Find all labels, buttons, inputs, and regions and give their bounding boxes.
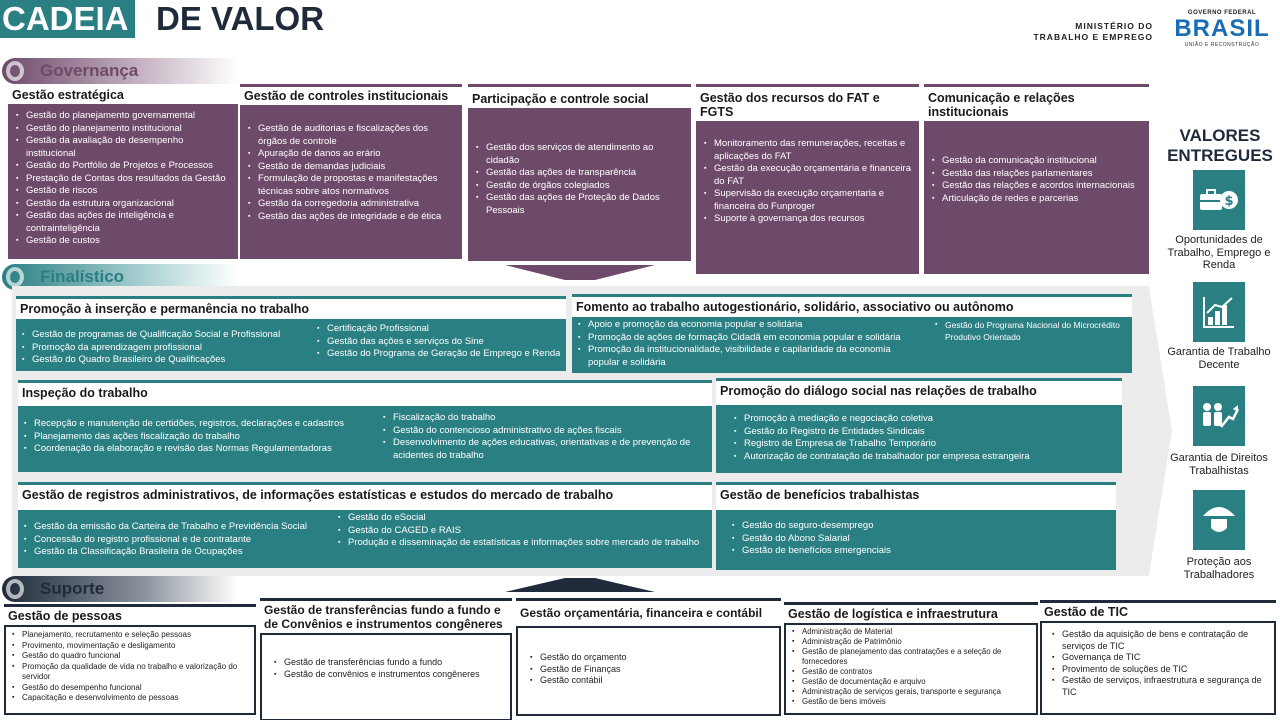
list-item: ▪ Gestão do Registro de Entidades Sindicais xyxy=(734,426,1116,439)
list-item: ▪ Gestão do planejamento institucional xyxy=(16,123,232,136)
list-item: ▪ Gestão de riscos xyxy=(16,185,232,198)
item-list xyxy=(274,657,504,680)
card-body xyxy=(716,405,1122,473)
list-item: ▪ Certificação Profissional xyxy=(317,323,560,336)
list-item: ▪ Promoção à mediação e negociação coletiva xyxy=(734,413,1116,426)
list-item: ▪ Gestão do eSocial xyxy=(338,512,706,525)
sup-card-pessoas xyxy=(4,604,256,718)
card-body xyxy=(18,406,712,472)
list-item: ▪ Apoio e promoção da economia popular e solidária xyxy=(578,319,923,332)
list-item: ▪ Gestão de custos xyxy=(16,235,232,248)
card-title: Promoção à inserção e permanência no trabalho xyxy=(16,296,566,319)
list-item: ▪ Capacitação e desenvolvimento de pessoas xyxy=(12,693,248,704)
valor-item-oportunidades xyxy=(1160,170,1280,272)
list-item: ▪ Gestão de bens imóveis xyxy=(792,697,1030,707)
list-item: ▪ Promoção da qualidade de vida no trabalho e valorização do servidor xyxy=(12,662,248,683)
item-list xyxy=(1052,629,1268,698)
card-title: Gestão de controles institucionais xyxy=(240,87,462,105)
item-list xyxy=(338,512,706,564)
gov-card-participacao xyxy=(468,84,691,260)
list-item: ▪ Recepção e manutenção de certidões, registros, declarações e cadastros xyxy=(24,418,369,431)
card-body xyxy=(8,104,238,259)
item-list xyxy=(317,323,560,367)
fin-card-registros xyxy=(18,482,712,568)
list-item: ▪ Gestão de planejamento das contratações e a seleção de fornecedores xyxy=(792,647,1030,667)
list-item: ▪ Gestão das relações e acordos internacionais xyxy=(932,180,1143,193)
card-body xyxy=(924,121,1149,274)
list-item: ▪ Gestão de contratos xyxy=(792,667,1030,677)
list-item: ▪ Planejamento, recrutamento e seleção pessoas xyxy=(12,630,248,641)
item-list xyxy=(476,142,685,217)
list-item: ▪ Promoção da institucionalidade, visibilidade e capilaridade da economia popular e solidária xyxy=(578,344,923,369)
list-item: ▪ Gestão da avaliação de desempenho institucional xyxy=(16,135,232,160)
card-body xyxy=(516,626,781,716)
card-body xyxy=(260,633,512,720)
card-title: Gestão de transferências fundo a fundo e de Convênios e instrumentos congêneres xyxy=(260,598,512,633)
sup-card-transferencias xyxy=(260,598,512,718)
list-item: ▪ Administração de Material xyxy=(792,627,1030,637)
gov-logo-word: BRASIL xyxy=(1174,15,1270,42)
section-label: Suporte xyxy=(40,579,105,598)
card-body xyxy=(1040,621,1276,715)
people-growth-icon xyxy=(1193,386,1245,446)
list-item: ▪ Gestão da aquisição de bens e contratação de serviços de TIC xyxy=(1052,629,1268,652)
up-arrow-icon xyxy=(505,578,655,592)
gov-logo-top: GOVERNO FEDERAL xyxy=(1187,10,1257,16)
gov-card-recursos xyxy=(696,84,919,260)
item-list xyxy=(24,512,324,564)
list-item: ▪ Desenvolvimento de ações educativas, orientativas e de prevenção de acidentes do trabalho xyxy=(383,437,706,462)
fin-card-insercao xyxy=(16,296,566,371)
card-title: Gestão dos recursos do FAT e FGTS xyxy=(696,87,919,121)
list-item: ▪ Apuração de danos ao erário xyxy=(248,148,456,161)
card-title: Gestão orçamentária, financeira e contábil xyxy=(516,598,781,626)
list-item: ▪ Planejamento das ações fiscalização do trabalho xyxy=(24,431,369,444)
list-item: ▪ Suporte à governança dos recursos xyxy=(704,213,913,226)
section-ring-icon xyxy=(6,61,24,81)
gov-card-estrategica xyxy=(8,86,238,260)
item-list xyxy=(704,138,913,226)
list-item: ▪ Gestão do contencioso administrativo de ações fiscais xyxy=(383,425,706,438)
list-item: ▪ Governança de TIC xyxy=(1052,652,1268,664)
list-item: ▪ Gestão do Quadro Brasileiro de Qualificações xyxy=(22,354,307,367)
list-item: ▪ Gestão das ações de inteligência e contrainteligência xyxy=(16,210,232,235)
card-body xyxy=(18,510,712,568)
list-item: ▪ Administração de Patrimônio xyxy=(792,637,1030,647)
list-item: ▪ Registro de Empresa de Trabalho Temporário xyxy=(734,438,1116,451)
fin-card-beneficios xyxy=(716,482,1116,570)
list-item: ▪ Provimento de soluções de TIC xyxy=(1052,664,1268,676)
card-title: Gestão de benefícios trabalhistas xyxy=(716,482,1116,510)
card-title: Gestão estratégica xyxy=(8,86,238,104)
sup-card-logistica xyxy=(784,602,1038,718)
briefcase-money-icon xyxy=(1193,170,1245,230)
valor-label: Garantia de Trabalho Decente xyxy=(1167,346,1271,371)
list-item: ▪ Formulação de propostas e manifestações técnicas sobre atos normativos xyxy=(248,173,456,198)
ministry-line2: TRABALHO E EMPREGO xyxy=(1033,32,1153,42)
card-title: Gestão de TIC xyxy=(1040,600,1276,621)
item-list xyxy=(248,123,456,223)
list-item: ▪ Supervisão da execução orçamentaria e financeira do Funproger xyxy=(704,188,913,213)
list-item: ▪ Gestão do planejamento governamental xyxy=(16,110,232,123)
list-item: ▪ Gestão de Finanças xyxy=(530,664,773,676)
list-item: ▪ Promoção de ações de formação Cidadã em economia popular e solidária xyxy=(578,332,923,345)
list-item: ▪ Prestação de Contas dos resultados da Gestão xyxy=(16,173,232,186)
item-list xyxy=(16,110,232,248)
item-list xyxy=(932,155,1143,205)
item-list xyxy=(732,520,1110,558)
item-list xyxy=(578,319,923,369)
list-item: ▪ Gestão do Portfólio de Projetos e Processos xyxy=(16,160,232,173)
ministry-label xyxy=(1020,21,1153,43)
item-list xyxy=(24,412,369,468)
umbrella-shield-icon xyxy=(1193,490,1245,550)
card-body xyxy=(468,108,691,261)
list-item: ▪ Gestão do seguro-desemprego xyxy=(732,520,1110,533)
page-title: DE VALOR xyxy=(156,0,325,37)
valor-label: Oportunidades de Trabalho, Emprego e Renda xyxy=(1167,234,1271,271)
valores-title: VALORES ENTREGUES xyxy=(1167,126,1273,165)
card-body xyxy=(240,105,462,259)
list-item: ▪ Coordenação da elaboração e revisão das Normas Regulamentadoras xyxy=(24,443,369,456)
item-list xyxy=(530,652,773,687)
list-item: ▪ Gestão dos serviços de atendimento ao cidadão xyxy=(476,142,685,167)
fin-card-fomento xyxy=(572,294,1132,373)
list-item: ▪ Gestão de demandas judiciais xyxy=(248,161,456,174)
list-item: ▪ Gestão do Programa Nacional do Microcrédito Produtivo Orientado xyxy=(935,319,1126,343)
list-item: ▪ Fiscalização do trabalho xyxy=(383,412,706,425)
section-ring-icon xyxy=(6,267,24,287)
item-list xyxy=(935,319,1126,369)
card-title: Gestão de registros administrativos, de informações estatísticas e estudos do mercado de trabalho xyxy=(18,482,712,510)
card-title: Gestão de pessoas xyxy=(4,604,256,625)
list-item: ▪ Promoção da aprendizagem profissional xyxy=(22,342,307,355)
card-body xyxy=(716,510,1116,570)
list-item: ▪ Concessão do registro profissional e de contratante xyxy=(24,534,324,547)
item-list xyxy=(22,323,307,367)
list-item: ▪ Gestão das ações e serviços do Sine xyxy=(317,336,560,349)
list-item: ▪ Gestão da emissão da Carteira de Trabalho e Previdência Social xyxy=(24,521,324,534)
list-item: ▪ Produção e disseminação de estatísticas e informações sobre mercado de trabalho xyxy=(338,537,706,550)
section-ring-icon xyxy=(6,579,24,599)
list-item: ▪ Gestão de órgãos colegiados xyxy=(476,180,685,193)
list-item: ▪ Administração de serviços gerais, transporte e segurança xyxy=(792,687,1030,697)
list-item: ▪ Gestão da comunicação institucional xyxy=(932,155,1143,168)
list-item: ▪ Gestão das ações de integridade e de ética xyxy=(248,211,456,224)
list-item: ▪ Gestão de documentação e arquivo xyxy=(792,677,1030,687)
card-title: Fomento ao trabalho autogestionário, solidário, associativo ou autônomo xyxy=(572,294,1132,317)
gov-logo-bottom: UNIÃO E RECONSTRUÇÃO xyxy=(1184,42,1260,48)
list-item: ▪ Gestão do CAGED e RAIS xyxy=(338,525,706,538)
gov-logo xyxy=(1174,10,1270,56)
list-item: ▪ Gestão de serviços, infraestrutura e segurança de TIC xyxy=(1052,675,1268,698)
title-highlight: CADEIA xyxy=(0,0,135,38)
list-item: ▪ Gestão do quadro funcional xyxy=(12,651,248,662)
section-label: Finalístico xyxy=(40,267,125,286)
list-item: ▪ Gestão da Classificação Brasileira de Ocupações xyxy=(24,546,324,559)
valor-label: Garantia de Direitos Trabalhistas xyxy=(1170,452,1268,477)
list-item: ▪ Gestão do Abono Salarial xyxy=(732,533,1110,546)
valor-label: Proteção aos Trabalhadores xyxy=(1183,556,1255,581)
card-title: Promoção do diálogo social nas relações de trabalho xyxy=(716,378,1122,405)
bar-chart-icon xyxy=(1193,282,1245,342)
section-label: Governança xyxy=(40,61,139,80)
item-list xyxy=(734,413,1116,463)
card-body xyxy=(572,317,1132,373)
ministry-line1: MINISTÉRIO DO xyxy=(1075,21,1153,31)
list-item: ▪ Gestão do orçamento xyxy=(530,652,773,664)
list-item: ▪ Gestão de convênios e instrumentos congêneres xyxy=(274,669,504,681)
list-item: ▪ Gestão da execução orçamentária e financeira do FAT xyxy=(704,163,913,188)
list-item: ▪ Gestão de benefícios emergenciais xyxy=(732,545,1110,558)
valor-item-trabalho-decente xyxy=(1160,282,1280,371)
fin-card-dialogo xyxy=(716,378,1122,473)
card-title: Inspeção do trabalho xyxy=(18,380,712,406)
list-item: ▪ Gestão de transferências fundo a fundo xyxy=(274,657,504,669)
card-body xyxy=(16,319,566,371)
list-item: ▪ Gestão das ações de Proteção de Dados Pessoais xyxy=(476,192,685,217)
card-title: Participação e controle social xyxy=(468,87,691,108)
section-governanca xyxy=(2,58,238,84)
card-body xyxy=(696,121,919,274)
list-item: ▪ Provimento, movimentação e desligamento xyxy=(12,641,248,652)
valor-item-direitos xyxy=(1160,386,1280,477)
list-item: ▪ Gestão das relações parlamentares xyxy=(932,168,1143,181)
list-item: ▪ Gestão do desempenho funcional xyxy=(12,683,248,694)
card-title: Gestão de logística e infraestrutura xyxy=(784,602,1038,623)
list-item: ▪ Monitoramento das remunerações, receitas e aplicações do FAT xyxy=(704,138,913,163)
gov-card-comunicacao xyxy=(924,84,1149,260)
list-item: ▪ Gestão contábil xyxy=(530,675,773,687)
svg-text:$: $ xyxy=(1224,194,1234,209)
card-body xyxy=(4,625,256,715)
list-item: ▪ Articulação de redes e parcerias xyxy=(932,193,1143,206)
gov-card-controles xyxy=(240,84,462,260)
list-item: ▪ Gestão da corregedoria administrativa xyxy=(248,198,456,211)
list-item: ▪ Autorização de contratação de trabalhador por empresa estrangeira xyxy=(734,451,1116,464)
sup-card-tic xyxy=(1040,600,1276,718)
sup-card-orcamentaria xyxy=(516,598,781,718)
valor-item-protecao xyxy=(1160,490,1280,581)
card-title: Comunicação e relações institucionais xyxy=(924,87,1149,121)
list-item: ▪ Gestão de programas de Qualificação Social e Profissional xyxy=(22,329,307,342)
section-suporte xyxy=(2,576,238,602)
item-list xyxy=(12,630,248,704)
item-list xyxy=(383,412,706,468)
card-body xyxy=(784,623,1038,715)
list-item: ▪ Gestão da estrutura organizacional xyxy=(16,198,232,211)
fin-card-inspecao xyxy=(18,380,712,472)
down-arrow-icon xyxy=(505,265,655,280)
list-item: ▪ Gestão das ações de transparência xyxy=(476,167,685,180)
item-list xyxy=(792,627,1030,707)
list-item: ▪ Gestão de auditorias e fiscalizações dos órgãos de controle xyxy=(248,123,456,148)
list-item: ▪ Gestão do Programa de Geração de Emprego e Renda xyxy=(317,348,560,361)
